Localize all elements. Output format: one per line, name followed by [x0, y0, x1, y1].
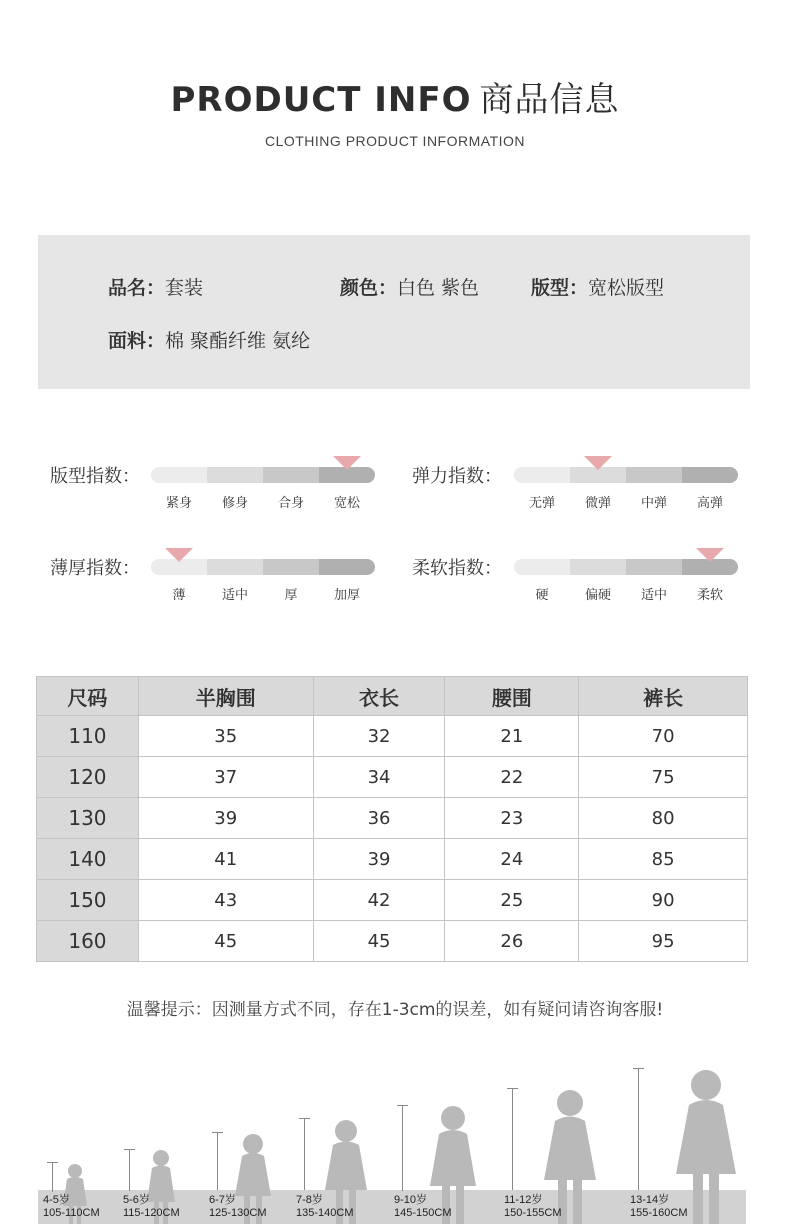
header-size: 尺码: [37, 677, 139, 716]
table-cell: 26: [445, 921, 579, 962]
table-row: [37, 839, 748, 880]
table-row: [37, 757, 748, 798]
table-row: [37, 716, 748, 757]
info-name-value: 套装: [165, 277, 204, 299]
header-pants-length: 裤长: [579, 677, 748, 716]
height-chart: [38, 1060, 746, 1224]
info-fabric-value: 棉 聚酯纤维 氨纶: [165, 330, 311, 352]
elasticity-index-marker: [584, 456, 612, 470]
thickness-tick-4: 加厚: [333, 588, 360, 603]
table-cell: 32: [313, 716, 445, 757]
fit-tick-3: 合身: [277, 496, 304, 511]
product-info-panel: [38, 235, 750, 389]
softness-index-marker: [696, 548, 724, 562]
table-cell: 41: [138, 839, 313, 880]
height-label: 5-6岁 115-120CM: [123, 1194, 180, 1219]
fit-index-label: 版型指数：: [50, 466, 140, 487]
header-waist: 腰围: [445, 677, 579, 716]
table-cell: 43: [138, 880, 313, 921]
title-en: PRODUCT INFO: [170, 80, 472, 120]
info-name-key: 品名：: [108, 277, 166, 299]
height-label: 7-8岁 135-140CM: [296, 1194, 354, 1219]
info-name: [108, 273, 203, 300]
thickness-tick-3: 厚: [284, 588, 298, 603]
page-subtitle: CLOTHING PRODUCT INFORMATION: [264, 133, 526, 149]
softness-tick-3: 适中: [640, 588, 667, 603]
info-fit-key: 版型：: [531, 277, 589, 299]
size-table-header: [37, 677, 748, 716]
thickness-index-label: 薄厚指数：: [50, 558, 140, 579]
table-cell: 39: [313, 839, 445, 880]
info-color: [340, 273, 479, 300]
fit-index-marker: [333, 456, 361, 470]
info-color-key: 颜色：: [340, 277, 398, 299]
table-cell: 22: [445, 757, 579, 798]
info-fit-value: 宽松版型: [588, 277, 665, 299]
elasticity-tick-3: 中弹: [640, 496, 667, 511]
height-label: 4-5岁 105-110CM: [43, 1194, 100, 1219]
size-cell: 160: [37, 921, 139, 962]
table-cell: 45: [313, 921, 445, 962]
measurement-tip: 温馨提示：因测量方式不同，存在1-3cm的误差，如有疑问请咨询客服!: [126, 1000, 664, 1020]
table-cell: 39: [138, 798, 313, 839]
page-title: [0, 72, 790, 121]
softness-tick-4: 柔软: [696, 588, 723, 603]
height-label: 9-10岁 145-150CM: [394, 1194, 452, 1219]
info-fabric-key: 面料：: [108, 330, 166, 352]
thickness-tick-1: 薄: [172, 588, 186, 603]
table-cell: 95: [579, 921, 748, 962]
height-label: 11-12岁 150-155CM: [504, 1194, 562, 1219]
size-cell: 150: [37, 880, 139, 921]
elasticity-tick-2: 微弹: [584, 496, 611, 511]
title-cn: 商品信息: [479, 80, 620, 120]
thickness-tick-2: 适中: [221, 588, 248, 603]
table-cell: 36: [313, 798, 445, 839]
table-cell: 37: [138, 757, 313, 798]
elasticity-tick-1: 无弹: [528, 496, 555, 511]
table-cell: 75: [579, 757, 748, 798]
info-fit: [531, 273, 664, 300]
thickness-index-marker: [165, 548, 193, 562]
info-fabric: [108, 326, 310, 353]
height-label: 6-7岁 125-130CM: [209, 1194, 267, 1219]
size-cell: 130: [37, 798, 139, 839]
table-cell: 70: [579, 716, 748, 757]
table-cell: 80: [579, 798, 748, 839]
table-cell: 45: [138, 921, 313, 962]
size-cell: 120: [37, 757, 139, 798]
info-color-value: 白色 紫色: [397, 277, 480, 299]
table-cell: 42: [313, 880, 445, 921]
table-row: [37, 798, 748, 839]
softness-tick-2: 偏硬: [584, 588, 611, 603]
elasticity-tick-4: 高弹: [696, 496, 723, 511]
table-row: [37, 921, 748, 962]
table-cell: 21: [445, 716, 579, 757]
size-table: [36, 676, 748, 962]
fit-tick-1: 紧身: [165, 496, 192, 511]
header-top-length: 衣长: [313, 677, 445, 716]
softness-tick-1: 硬: [535, 588, 549, 603]
table-cell: 25: [445, 880, 579, 921]
table-cell: 35: [138, 716, 313, 757]
softness-index-label: 柔软指数：: [412, 558, 502, 579]
size-cell: 110: [37, 716, 139, 757]
size-cell: 140: [37, 839, 139, 880]
height-label: 13-14岁 155-160CM: [630, 1194, 688, 1219]
table-cell: 85: [579, 839, 748, 880]
elasticity-index-label: 弹力指数：: [412, 466, 502, 487]
header-half-chest: 半胸围: [138, 677, 313, 716]
table-cell: 23: [445, 798, 579, 839]
fit-tick-4: 宽松: [333, 496, 360, 511]
table-row: [37, 880, 748, 921]
elasticity-index-bar: [514, 467, 738, 483]
fit-tick-2: 修身: [221, 496, 248, 511]
table-cell: 90: [579, 880, 748, 921]
table-cell: 24: [445, 839, 579, 880]
table-cell: 34: [313, 757, 445, 798]
